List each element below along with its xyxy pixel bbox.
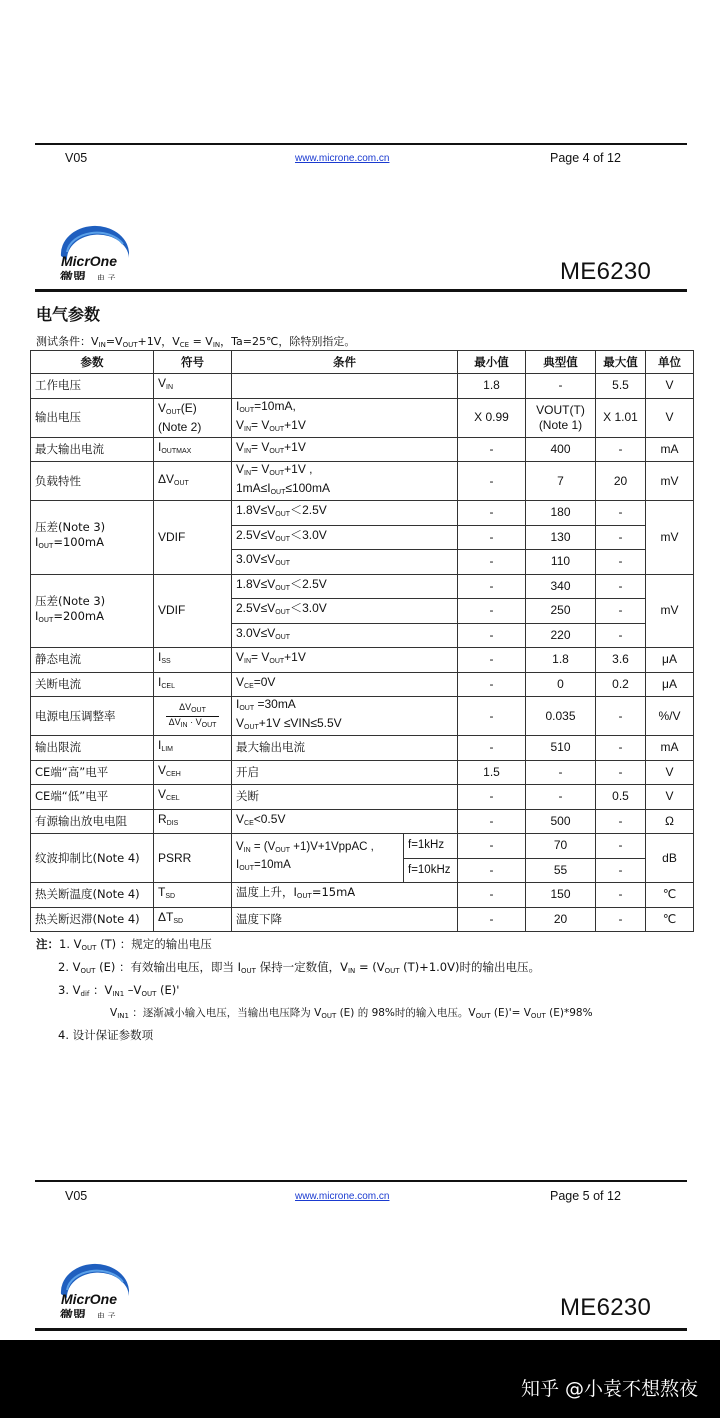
min-cell: 1.5 [458, 760, 526, 785]
unit-cell: V [646, 760, 694, 785]
min-cell: 1.8 [458, 374, 526, 399]
logo-text-cn-small: 电 子 [97, 274, 116, 280]
min-cell: - [458, 834, 526, 859]
table-row [31, 907, 694, 932]
condition-cell: $1.8V\le V_{OUT}<2.5V$ [232, 574, 458, 599]
table-row [31, 697, 694, 736]
condition-cell [232, 374, 458, 399]
table-row [31, 736, 694, 761]
param-cell: 关断电流 [31, 672, 154, 697]
param-cell: 工作电压 [31, 374, 154, 399]
min-cell: - [458, 550, 526, 575]
min-cell: - [458, 697, 526, 736]
header-rule-top [35, 143, 687, 145]
typ-cell: 0 [526, 672, 596, 697]
max-cell: 0.5 [596, 785, 646, 810]
symbol-cell: $I_{CEL}$ [154, 672, 232, 697]
unit-cell: %/V [646, 697, 694, 736]
param-cell: 电源电压调整率 [31, 697, 154, 736]
condition-cell: $V_{CE}<0.5V$ [232, 809, 458, 834]
typ-cell: 500 [526, 809, 596, 834]
min-cell: - [458, 525, 526, 550]
table-row [31, 648, 694, 673]
unit-cell: μA [646, 672, 694, 697]
param-cell: 有源输出放电电阻 [31, 809, 154, 834]
min-cell: - [458, 437, 526, 462]
unit-cell: V [646, 398, 694, 437]
page-number: Page 4 of 12 [550, 151, 621, 165]
max-cell: - [596, 834, 646, 859]
max-cell: - [596, 697, 646, 736]
symbol-cell [154, 697, 232, 736]
min-cell: - [458, 501, 526, 526]
max-cell: - [596, 736, 646, 761]
max-cell: - [596, 883, 646, 908]
min-cell: X 0.99 [458, 398, 526, 437]
header-condition: 条件 [232, 351, 458, 374]
table-row [31, 398, 694, 437]
page5-logo-text-en: MicrOne [61, 1291, 118, 1307]
header-rule-bottom [35, 289, 687, 292]
condition-cell: $2.5V\le V_{OUT}<3.0V$ [232, 599, 458, 624]
max-cell: - [596, 550, 646, 575]
param-label: 压差(Note 3) [35, 520, 106, 535]
section-title: 电气参数 [36, 305, 101, 324]
min-cell: - [458, 599, 526, 624]
page5-microne-logo [57, 1260, 137, 1318]
min-cell: - [458, 648, 526, 673]
website-link[interactable]: www.microne.com.cn [295, 153, 390, 164]
condition-cell: $1.8V\le V_{OUT}<2.5V$ [232, 501, 458, 526]
test-conditions: 测试条件：$V_{IN}=V_{OUT}+1V$，$V_{CE} = V_{IN}$，Ta=25℃，除特别指定。 [36, 335, 356, 349]
symbol-cell: $V_{CEL}$ [154, 785, 232, 810]
condition-cell: 关断 [232, 785, 458, 810]
condition-cell: $3.0V\le V_{OUT}$ [232, 550, 458, 575]
symbol-cell: $T_{SD}$ [154, 883, 232, 908]
page5-header-rule-top [35, 1180, 687, 1182]
table-row [31, 672, 694, 697]
unit-cell: mV [646, 501, 694, 575]
condition-cell: $V_{IN}= V_{OUT}+1V$ [232, 648, 458, 673]
symbol-note: (Note 2) [158, 419, 202, 434]
unit-cell: ℃ [646, 883, 694, 908]
max-cell: - [596, 809, 646, 834]
symbol-cell: $V_{CEH}$ [154, 760, 232, 785]
typ-cell: 250 [526, 599, 596, 624]
param-cell: 热关断迟滞(Note 4) [31, 907, 154, 932]
table-header-row [31, 351, 694, 374]
unit-cell: V [646, 374, 694, 399]
model-number: ME6230 [560, 258, 652, 285]
param-cell: 压差(Note 3) $I_{OUT}=100mA$ [31, 501, 154, 575]
min-cell: - [458, 883, 526, 908]
table-row [31, 437, 694, 462]
table-row [31, 785, 694, 810]
table-row [31, 501, 694, 526]
table-row [31, 374, 694, 399]
condition-cell: 温度下降 [232, 907, 458, 932]
param-cell: 热关断温度(Note 4) [31, 883, 154, 908]
typ-cell: - [526, 374, 596, 399]
typ-cell: 70 [526, 834, 596, 859]
typ-cell [526, 398, 596, 437]
version-label: V05 [65, 151, 88, 165]
unit-cell: mA [646, 437, 694, 462]
param-cell: 输出电压 [31, 398, 154, 437]
symbol-cell: VDIF [154, 501, 232, 575]
typ-cell: 150 [526, 883, 596, 908]
page5-model-number: ME6230 [560, 1294, 652, 1321]
table-row [31, 883, 694, 908]
typ-value: VOUT(T) [536, 402, 585, 417]
note-3b: $V_{IN1}$ ：逐渐减小输入电压，当输出电压降为 $V_{OUT}$ (E) 的 98%时的输入电压。$V_{OUT}$ $(E)'= V_{OUT}$ (E)*98% [110, 1007, 593, 1020]
param-cell: 负载特性 [31, 462, 154, 501]
condition-cell: $V_{CE}=0V$ [232, 672, 458, 697]
notes-label: 注： [36, 937, 59, 951]
max-cell: 0.2 [596, 672, 646, 697]
unit-cell: dB [646, 834, 694, 883]
param-cell: CE端“低”电平 [31, 785, 154, 810]
symbol-fraction: $\frac{\Delta V_{OUT}}{\Delta V_{IN} \cdot V_{OUT}}$ [166, 702, 220, 731]
unit-cell: ℃ [646, 907, 694, 932]
min-cell: - [458, 858, 526, 883]
condition-cell: 温度上升，$I_{OUT}=15mA$ [232, 883, 458, 908]
condition-cell: 最大输出电流 [232, 736, 458, 761]
typ-cell: 220 [526, 623, 596, 648]
max-cell: - [596, 574, 646, 599]
max-cell: - [596, 599, 646, 624]
max-cell: 20 [596, 462, 646, 501]
typ-cell: 130 [526, 525, 596, 550]
zhihu-watermark: 知乎 @小袁不想熬夜 [520, 1378, 698, 1400]
electrical-parameters-table [30, 350, 694, 932]
symbol-cell: $I_{LIM}$ [154, 736, 232, 761]
note-1: 注：1. $V_{OUT}$ (T) ：规定的输出电压 [36, 937, 212, 952]
min-cell: - [458, 672, 526, 697]
symbol-cell: $\Delta T_{SD}$ [154, 907, 232, 932]
typ-cell: 180 [526, 501, 596, 526]
param-cell: CE端“高”电平 [31, 760, 154, 785]
microne-logo [57, 222, 137, 280]
min-cell: - [458, 736, 526, 761]
table-row [31, 574, 694, 599]
table-row [31, 760, 694, 785]
condition-cell: $V_{IN}= V_{OUT}+1V$ , $1mA\le I_{OUT}\le 100mA$ [232, 462, 458, 501]
header-typ: 典型值 [526, 351, 596, 374]
param-cell: 压差(Note 3) $I_{OUT}=200mA$ [31, 574, 154, 648]
unit-cell: V [646, 785, 694, 810]
logo-text-cn: 微盟 [60, 271, 87, 280]
min-cell: - [458, 574, 526, 599]
unit-cell: μA [646, 648, 694, 673]
max-cell: 3.6 [596, 648, 646, 673]
table-row [31, 834, 694, 859]
typ-cell: 1.8 [526, 648, 596, 673]
header-param: 参数 [31, 351, 154, 374]
param-cell: 最大输出电流 [31, 437, 154, 462]
symbol-cell: $I_{SS}$ [154, 648, 232, 673]
logo-text-en: MicrOne [61, 253, 118, 269]
condition-cell: 开启 [232, 760, 458, 785]
page5-website-link[interactable]: www.microne.com.cn [295, 1191, 390, 1202]
header-symbol: 符号 [154, 351, 232, 374]
max-cell: - [596, 437, 646, 462]
symbol-cell: $\Delta V_{OUT}$ [154, 462, 232, 501]
typ-cell: - [526, 760, 596, 785]
frequency-cell: f=1kHz [404, 834, 458, 859]
condition-cell: $V_{IN}= V_{OUT}+1V$ [232, 437, 458, 462]
max-cell: - [596, 623, 646, 648]
typ-cell: - [526, 785, 596, 810]
max-cell: - [596, 858, 646, 883]
header-min: 最小值 [458, 351, 526, 374]
condition-cell: $V_{IN} = (V_{OUT}$ +1)V+1VppAC , $I_{OUT}=10mA$ [232, 834, 404, 883]
condition-cell: $2.5V\le V_{OUT}<3.0V$ [232, 525, 458, 550]
page5-header-rule-bottom [35, 1328, 687, 1331]
header-max: 最大值 [596, 351, 646, 374]
frequency-cell: f=10kHz [404, 858, 458, 883]
min-cell: - [458, 809, 526, 834]
symbol-cell: PSRR [154, 834, 232, 883]
typ-cell: 510 [526, 736, 596, 761]
header-unit: 单位 [646, 351, 694, 374]
param-cell: 纹波抑制比(Note 4) [31, 834, 154, 883]
unit-cell: mV [646, 574, 694, 648]
typ-cell: 0.035 [526, 697, 596, 736]
table-row [31, 462, 694, 501]
note-4: 4. 设计保证参数项 [58, 1028, 154, 1042]
condition-cell: $I_{OUT} =30mA$ $V_{OUT}+1V \le VIN\le 5.5V$ [232, 697, 458, 736]
unit-cell: Ω [646, 809, 694, 834]
condition-cell: $3.0V\le V_{OUT}$ [232, 623, 458, 648]
unit-cell: mA [646, 736, 694, 761]
page5-logo-text-cn-small: 电 子 [97, 1312, 116, 1318]
unit-cell: mV [646, 462, 694, 501]
param-cell: 输出限流 [31, 736, 154, 761]
typ-note: (Note 1) [538, 417, 583, 432]
typ-cell: 20 [526, 907, 596, 932]
table-row [31, 809, 694, 834]
max-cell: X 1.01 [596, 398, 646, 437]
max-cell: - [596, 760, 646, 785]
condition-cell: $I_{OUT}=10mA$, $V_{IN}= V_{OUT}+1V$ [232, 398, 458, 437]
typ-cell: 55 [526, 858, 596, 883]
note-3: 3. $V_{dif}$ ：$V_{IN1}$ $-V_{OUT}$ (E)' [58, 983, 180, 998]
min-cell: - [458, 623, 526, 648]
param-label: 压差(Note 3) [35, 593, 106, 608]
symbol-cell: $V_{OUT}(E)$ (Note 2) [154, 398, 232, 437]
page5-logo-text-cn: 微盟 [60, 1309, 87, 1318]
param-cell: 静态电流 [31, 648, 154, 673]
page5-version-label: V05 [65, 1189, 88, 1203]
symbol-cell: $I_{OUTMAX}$ [154, 437, 232, 462]
min-cell: - [458, 907, 526, 932]
typ-cell: 340 [526, 574, 596, 599]
max-cell: 5.5 [596, 374, 646, 399]
typ-cell: 7 [526, 462, 596, 501]
typ-cell: 110 [526, 550, 596, 575]
min-cell: - [458, 785, 526, 810]
notes-block [36, 935, 593, 1045]
max-cell: - [596, 907, 646, 932]
symbol-cell: VDIF [154, 574, 232, 648]
typ-cell: 400 [526, 437, 596, 462]
min-cell: - [458, 462, 526, 501]
page5-page-number: Page 5 of 12 [550, 1189, 621, 1203]
symbol-cell: $V_{IN}$ [154, 374, 232, 399]
max-cell: - [596, 525, 646, 550]
note-2: 2. $V_{OUT}$ (E) ：有效输出电压，即当 $I_{OUT}$ 保持一定数值，$V_{IN} = (V_{OUT}$ (T)+1.0V)时的输出电压。 [58, 960, 540, 975]
max-cell: - [596, 501, 646, 526]
symbol-cell: $R_{DIS}$ [154, 809, 232, 834]
